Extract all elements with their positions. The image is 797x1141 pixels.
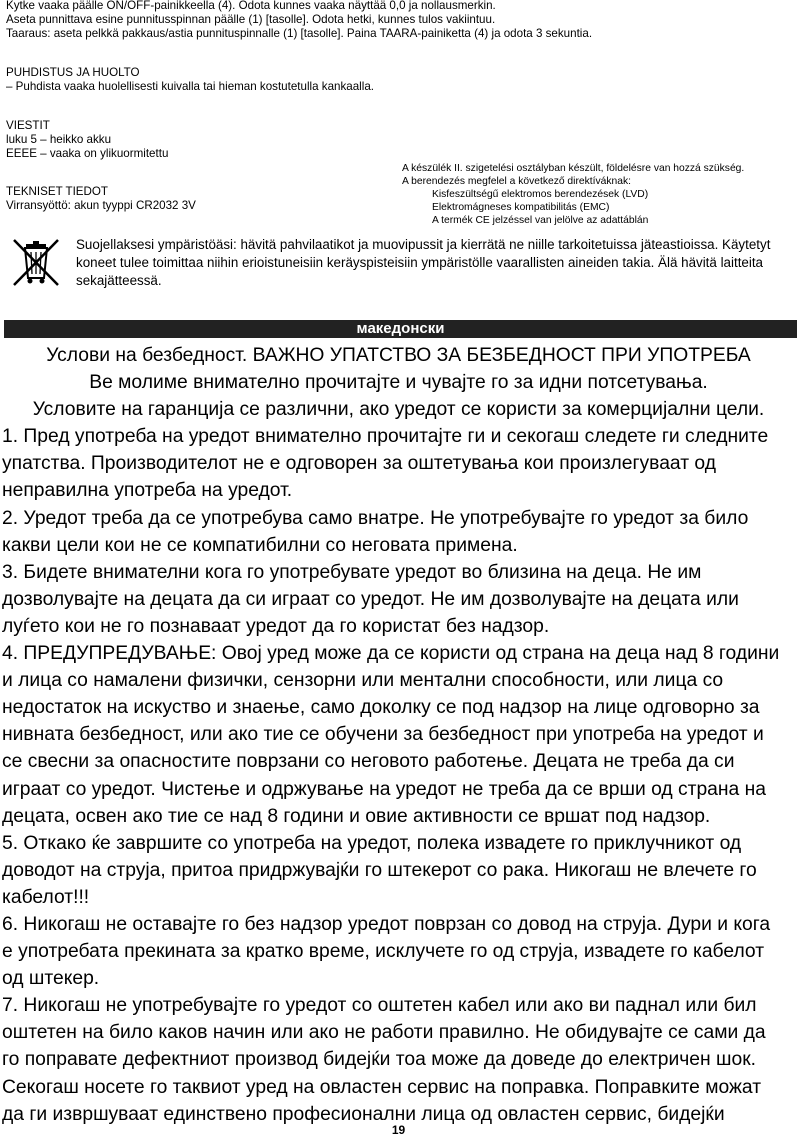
- mk-text-line: луѓето кои не го познаваат уредот да го користат без надзор.: [2, 615, 550, 637]
- mk-text-line: оштетен на било каков начин или ако не работи правилно. Не обидувајте се сами да: [2, 1022, 766, 1044]
- mk-text-line: какви цели кои не се компатибилни со неговата примена.: [2, 534, 518, 556]
- mk-text-line: 4. ПРЕДУПРЕДУВАЊЕ: Овој уред може да се користи од страна на деца над 8 години: [2, 643, 780, 665]
- hu-line: [402, 215, 648, 228]
- mk-text-line: 5. Откако ќе завршите со употреба на уредот, полека извадете го приклучникот од: [2, 832, 742, 854]
- mk-text-line: децата, освен ако тие се над 8 години и овие активности се вршат под надзор.: [2, 805, 711, 827]
- mk-text-line: 7. Никогаш не употребувајте го уредот со оштетен кабел или ако ви паднал или бил: [2, 995, 757, 1017]
- hu-directive: Elektromágneses kompatibilitás (EMC): [432, 202, 610, 213]
- mk-text-line: доводот на струја, притоа придржувајќи го штекерот со рака. Никогаш не влечете го: [2, 859, 757, 881]
- mk-text-line: недостаток на искуство и знаење, само доколку се под надзор на лице одговорно за: [2, 697, 760, 719]
- weee-crossed-bin-icon: [6, 238, 66, 288]
- mk-text-line: 6. Никогаш не оставајте го без надзор уредот поврзан со довод на струја. Дури и кога: [2, 913, 771, 935]
- mk-title-line: Условите на гаранција се различни, ако уредот се користи за комерцијални цели.: [32, 399, 765, 421]
- mk-text-line: го поправате дефектниот производ бидејќи тоа може да доведе до електричен шок.: [2, 1049, 757, 1071]
- mk-text-line: упатства. Производителот не е одговорен за оштетувања кои произлегуваат од: [2, 453, 716, 475]
- mk-text-line: дозволувајте на децата да си играат со уредот. Не им дозволувајте на децата или: [2, 588, 739, 610]
- hu-line: A berendezés megfelel a következő direktíváknak:: [402, 176, 631, 187]
- mk-text-line: нивната безбедност, или ако тие се обучени за безбедност при употреба на уредот и: [2, 724, 764, 746]
- fi-cleaning-heading: PUHDISTUS JA HUOLTO: [6, 66, 140, 79]
- mk-text-line: кабелот!!!: [2, 886, 90, 908]
- fi-cleaning-text: – Puhdista vaaka huolellisesti kuivalla tai hieman kostutetulla kankaalla.: [6, 80, 374, 93]
- mk-text-line: 1. Пред употреба на уредот внимателно прочитајте ги и секогаш следете ги следните: [2, 426, 769, 448]
- mk-text-line: 3. Бидете внимателни кога го употребувате уредот во близина на деца. Не им: [2, 561, 702, 583]
- hu-directive: Kisfeszültségű elektromos berendezések (LVD): [432, 189, 649, 200]
- mk-title-line: Ве молиме внимателно прочитајте и чувајте го за идни потсетувања.: [89, 372, 708, 394]
- mk-safety-instructions: [0, 342, 797, 1128]
- mk-text-line: од штекер.: [2, 968, 100, 990]
- environment-disposal-text: Suojellaksesi ympäristöäsi: hävitä pahvilaatikot ja muovipussit ja kierrätä ne niille tarkoitetuissa jäteastioissa. Käytetyt koneet tulee toimittaa niihin erioistuneisiin keräyspisteisiin ympäristölle vaarallisten aineiden takia. Älä hävitä laitteita sekajätteessä.: [76, 237, 771, 288]
- mk-text-line: да ги извршуваат единствено професионални лица од овластен сервис, бидејќи: [2, 1103, 725, 1125]
- mk-text-line: неправилна употреба на уредот.: [2, 480, 293, 502]
- fi-tech-text: Virransyöttö: akun tyyppi CR2032 3V: [6, 199, 196, 212]
- fi-instruction-line: Kytke vaaka päälle ON/OFF-painikkeella (4). Odota kunnes vaaka näyttää 0,0 ja nollausmerkin.: [6, 0, 496, 12]
- language-section-header: македонски: [4, 320, 797, 338]
- mk-text-line: Секогаш носете го таквиот уред на овластен сервис на поправка. Поправките можат: [2, 1076, 762, 1098]
- fi-message-line: luku 5 – heikko akku: [6, 133, 112, 146]
- fi-message-line: EEEE – vaaka on ylikuormitettu: [6, 147, 169, 160]
- page-number: 19: [391, 1123, 406, 1137]
- hu-directive: A termék CE jelzéssel van jelölve az adattáblán: [432, 215, 649, 226]
- mk-text-line: играат со уредот. Чистење и одржување на уредот не треба да се врши од страна на: [2, 778, 766, 800]
- hu-line: A készülék II. szigetelési osztályban készült, földelésre van hozzá szükség.: [402, 163, 745, 174]
- hu-line: [402, 202, 609, 215]
- mk-text-line: е употребата прекината за кратко време, исклучете го од струја, извадете го кабелот: [2, 941, 765, 963]
- hu-line: [402, 189, 648, 202]
- fi-instruction-line: Taaraus: aseta pelkkä pakkaus/astia punnituspinnalle (1) [tasolle]. Paina TAARA-painiketta (4) ja odota 3 sekuntia.: [6, 27, 593, 40]
- mk-title-line: Услови на безбедност. ВАЖНО УПАТСТВО ЗА БЕЗБЕДНОСТ ПРИ УПОТРЕБА: [46, 345, 751, 366]
- fi-tech-heading: TEKNISET TIEDOT: [6, 185, 108, 198]
- mk-text-line: и лица со намалени физички, сензорни или ментални способности, или лица со: [2, 670, 724, 692]
- fi-instruction-line: Aseta punnittava esine punnitusspinnan päälle (1) [tasolle]. Odota hetki, kunnes tulos vakiintuu.: [6, 13, 496, 26]
- mk-text-line: 2. Уредот треба да се употребува само внатре. Не употребувајте го уредот за било: [2, 507, 749, 529]
- fi-messages-heading: VIESTIT: [6, 119, 50, 132]
- mk-text-line: се свесни за опасностите поврзани со неговото работење. Децата не треба да си: [2, 751, 735, 773]
